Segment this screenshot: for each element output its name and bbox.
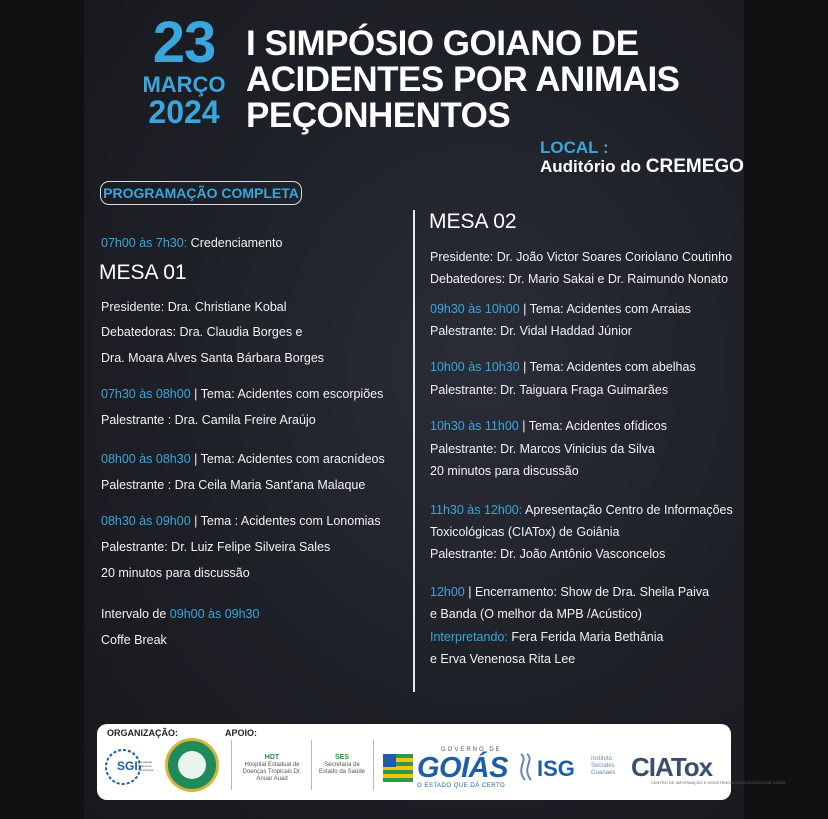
session-r2-speaker: Palestrante: Dr. Taiguara Fraga Guimarães xyxy=(430,383,669,397)
program-badge: PROGRAMAÇÃO COMPLETA xyxy=(100,181,302,205)
break-label: Coffe Break xyxy=(101,633,167,647)
session-l3-time: 08h30 às 09h00 xyxy=(101,514,191,528)
goias-logo xyxy=(383,748,513,792)
ses-text: SES xyxy=(334,754,349,761)
session-r5-topic: | Encerramento: Show de Dra. Sheila Paiva xyxy=(464,585,710,599)
session-r3-speaker: Palestrante: Dr. Marcos Vinicius da Silva xyxy=(430,442,655,456)
hdt-text: HDT xyxy=(264,754,280,761)
session-r2 xyxy=(430,360,696,374)
isg-logo xyxy=(517,752,616,787)
event-title xyxy=(246,26,726,134)
ses-sub: Secretaria de Estado da Saúde xyxy=(318,762,366,775)
mesa-02-title: MESA 02 xyxy=(429,210,517,233)
local-venue xyxy=(540,156,744,178)
goias-flag-icon xyxy=(383,754,413,782)
interp-text: Fera Ferida Maria Bethânia xyxy=(507,630,664,644)
sgi-sub: Sociedade Goiana de Infectologia xyxy=(138,760,154,772)
ciatox-text: CIATox xyxy=(631,752,713,782)
session-r1-time: 09h30 às 10h00 xyxy=(430,302,520,316)
session-l3-topic: | Tema : Acidentes com Lonomias xyxy=(190,514,381,528)
session-l1 xyxy=(101,387,383,401)
session-l2-topic: | Tema: Acidentes com aracnídeos xyxy=(190,452,385,466)
goias-gov-text: GOVERNO DE xyxy=(441,747,502,753)
isg-text: ISG xyxy=(537,756,575,781)
separator xyxy=(311,740,312,790)
isg-wave-icon xyxy=(517,752,535,782)
local-venue-name: CREMEGO xyxy=(645,156,744,177)
session-r4-speaker: Palestrante: Dr. João Antônio Vasconcelos xyxy=(430,547,666,561)
session-r3-topic: | Tema: Acidentes ofídicos xyxy=(518,419,667,433)
session-l3-speaker: Palestrante: Dr. Luiz Felipe Silveira Sales xyxy=(101,540,331,554)
interp-label: Interpretando: xyxy=(430,630,508,644)
mesa01-debatedoras-1: Debatedoras: Dra. Claudia Borges e xyxy=(101,325,303,339)
session-l1-speaker: Palestrante : Dra. Camila Freire Araújo xyxy=(101,413,316,427)
session-r2-topic: | Tema: Acidentes com abelhas xyxy=(519,360,696,374)
title-line-1: I SIMPÓSIO GOIANO DE xyxy=(246,24,639,63)
goias-name: GOIÁS xyxy=(417,752,508,784)
separator xyxy=(231,740,232,790)
org-label: ORGANIZAÇÃO: xyxy=(107,728,178,738)
session-l2-speaker: Palestrante : Dra Ceila Maria Sant'ana Malaque xyxy=(101,478,366,492)
session-l1-topic: | Tema: Acidentes com escorpiões xyxy=(190,387,384,401)
session-r4-time: 11h30 às 12h00: xyxy=(430,503,523,517)
separator xyxy=(373,740,374,790)
apoio-label: APOIO: xyxy=(225,728,258,738)
session-r5-line2: e Banda (O melhor da MPB /Acústico) xyxy=(430,607,642,621)
session-r5-interp xyxy=(430,630,663,644)
session-r3 xyxy=(430,419,667,433)
medical-council-logo xyxy=(165,738,219,792)
ciatox-logo xyxy=(631,752,786,785)
sgi-logo xyxy=(103,742,157,792)
session-l2 xyxy=(101,452,385,466)
session-r1-topic: | Tema: Acidentes com Arraias xyxy=(519,302,691,316)
local-prefix: Auditório do xyxy=(540,157,642,176)
break-line xyxy=(101,607,259,621)
mesa01-presidente: Presidente: Dra. Christiane Kobal xyxy=(101,300,287,314)
session-r4-line2: Toxicológicas (CIATox) de Goiânia xyxy=(430,525,620,539)
mesa02-presidente: Presidente: Dr. João Victor Soares Coriolano Coutinho xyxy=(430,250,733,264)
date-year: 2024 xyxy=(148,94,220,130)
session-r3-time: 10h30 às 11h00 xyxy=(430,419,519,433)
session-r1-speaker: Palestrante: Dr. Vidal Haddad Júnior xyxy=(430,324,632,338)
mesa01-debatedoras-2: Dra. Moara Alves Santa Bárbara Borges xyxy=(101,351,325,365)
ses-logo xyxy=(317,754,367,776)
title-line-2: ACIDENTES POR ANIMAIS xyxy=(246,60,680,99)
date-day: 23 xyxy=(152,10,216,75)
date-month: MARÇO xyxy=(142,72,226,97)
credenciamento-line xyxy=(101,236,282,250)
session-r4 xyxy=(430,503,733,517)
session-r1 xyxy=(430,302,691,316)
credenciamento-text: Credenciamento xyxy=(187,236,283,250)
session-l2-time: 08h00 às 08h30 xyxy=(101,452,191,466)
local-label: LOCAL : xyxy=(540,138,609,157)
title-line-3: PEÇONHENTOS xyxy=(246,96,511,135)
ciatox-sub: CENTRO DE INFORMAÇÃO E ASSISTÊNCIA TOXICOLÓGICA DE GOIÁS xyxy=(651,780,786,785)
session-r3-extra: 20 minutos para discussão xyxy=(430,464,579,478)
break-prefix: Intervalo de xyxy=(101,607,170,621)
event-date xyxy=(142,10,226,130)
session-r5-time: 12h00 xyxy=(430,585,465,599)
hdt-sub: Hospital Estadual de Doenças Tropicais Dr. Anuar Auad xyxy=(242,762,302,782)
goias-slogan: O ESTADO QUE DÁ CERTO xyxy=(417,783,506,789)
poster xyxy=(84,0,786,819)
sponsor-bar xyxy=(97,724,786,800)
session-r2-time: 10h00 às 10h30 xyxy=(430,360,520,374)
session-r5-line4: e Erva Venenosa Rita Lee xyxy=(430,652,576,666)
column-divider xyxy=(413,210,415,692)
session-r4-topic: Apresentação Centro de Informações xyxy=(522,503,733,517)
session-l1-time: 07h30 às 08h00 xyxy=(101,387,191,401)
session-l3-extra: 20 minutos para discussão xyxy=(101,566,250,580)
break-time: 09h00 às 09h30 xyxy=(169,607,260,621)
session-r5 xyxy=(430,585,709,599)
credenciamento-time: 07h00 às 7h30: xyxy=(101,236,188,250)
mesa-01-title: MESA 01 xyxy=(99,261,187,284)
isg-sub: Instituto Sócrates Guanaes xyxy=(591,756,616,776)
sgi-text: SGI xyxy=(117,759,138,773)
mesa02-debatedores: Debatedores: Dr. Mario Sakai e Dr. Raimundo Nonato xyxy=(430,272,729,286)
session-l3 xyxy=(101,514,381,528)
hdt-logo xyxy=(237,754,307,783)
